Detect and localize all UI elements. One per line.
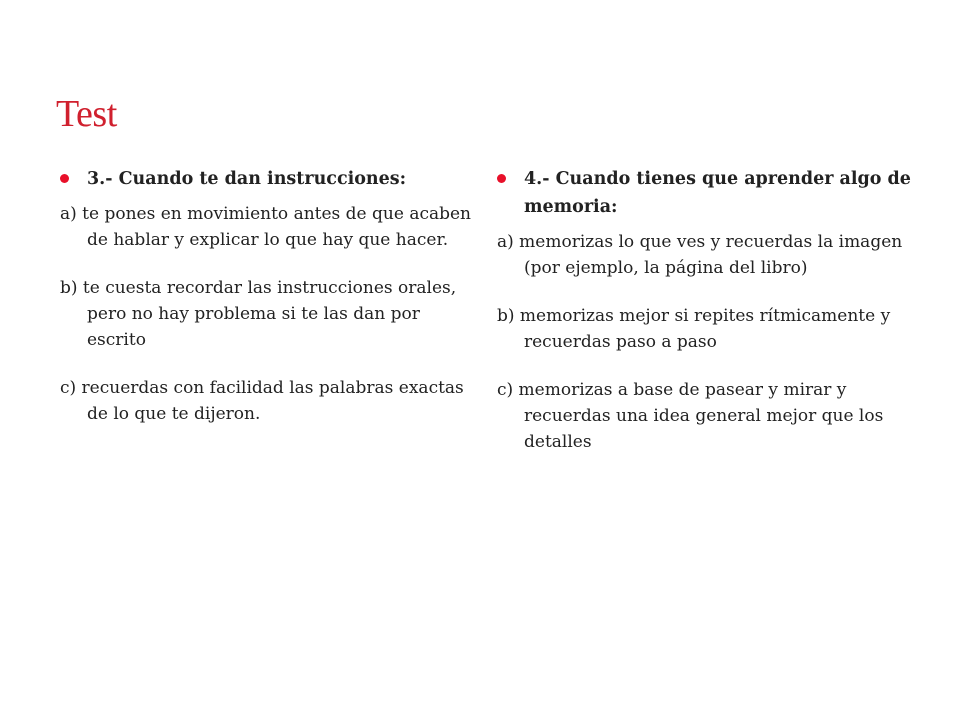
- option-a: a) te pones en movimiento antes de que acaben de hablar y explicar lo que hay que hacer.: [60, 204, 471, 250]
- option-c: c) memorizas a base de pasear y mirar y recuerdas una idea general mejor que los detalles: [497, 380, 884, 452]
- question-column-right: [497, 165, 917, 477]
- slide-title: Test: [56, 93, 117, 135]
- options-list: [497, 229, 917, 455]
- question-heading: [497, 165, 917, 221]
- options-list: [60, 201, 480, 427]
- question-text: 3.- Cuando te dan instrucciones:: [87, 169, 407, 189]
- option-c: c) recuerdas con facilidad las palabras exactas de lo que te dijeron.: [60, 378, 464, 424]
- bullet-icon: [60, 174, 69, 183]
- option-a: a) memorizas lo que ves y recuerdas la imagen (por ejemplo, la página del libro): [497, 232, 903, 278]
- question-text: 4.- Cuando tienes que aprender algo de memoria:: [524, 169, 911, 217]
- bullet-icon: [497, 174, 506, 183]
- option-b: b) te cuesta recordar las instrucciones orales, pero no hay problema si te las dan por escrito: [60, 278, 457, 350]
- question-column-left: [60, 165, 480, 449]
- option-b: b) memorizas mejor si repites rítmicamente y recuerdas paso a paso: [497, 306, 891, 352]
- question-heading: [60, 165, 480, 193]
